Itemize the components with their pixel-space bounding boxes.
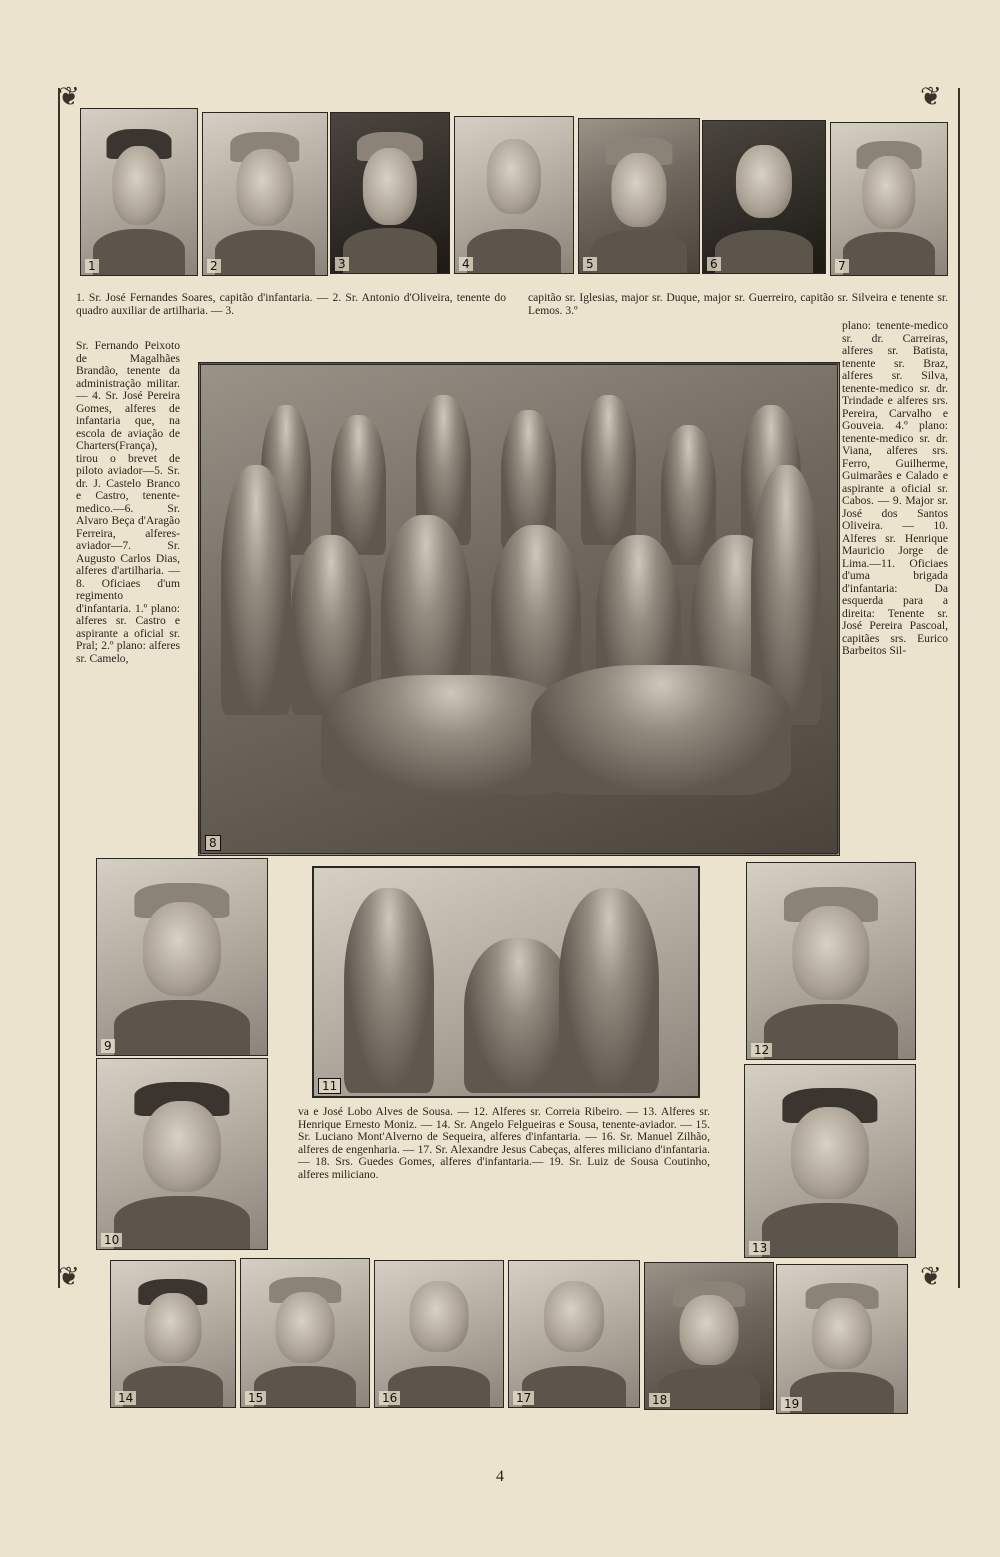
portrait-12 xyxy=(746,862,916,1060)
portrait-4 xyxy=(454,116,574,274)
corner-flourish-top-right: ❦ xyxy=(920,82,942,111)
portrait-number: 6 xyxy=(707,257,721,271)
group-photo-8 xyxy=(198,362,840,856)
portrait-19 xyxy=(776,1264,908,1414)
corner-flourish-top-left: ❦ xyxy=(58,82,80,111)
portrait-number: 7 xyxy=(835,259,849,273)
portrait-number: 4 xyxy=(459,257,473,271)
caption-bottom: va e José Lobo Alves de Sousa. — 12. Alferes sr. Correia Ribeiro. — 13. Alferes sr. Henrique Ernesto Moniz. — 14. Sr. Angelo Felgueiras e Sousa, tenente-aviador. — 15. Sr. Luciano Mont'Alverno de Sequeira, alferes d'infantaria. — 16. Sr. Manuel Zilhão, alferes de engenharia. — 17. Sr. Alexandre Jesus Cabeças, alferes miliciano d'infantaria. — 18. Srs. Guedes Gomes, alferes d'infantaria.— 19. Sr. Luiz de Sousa Coutinho, alferes miliciano. xyxy=(298,1105,710,1181)
portrait-17 xyxy=(508,1260,640,1408)
portrait-6 xyxy=(702,120,826,274)
portrait-number: 17 xyxy=(513,1391,534,1405)
page-number: 4 xyxy=(496,1468,504,1485)
caption-left-column: Sr. Fernando Peixoto de Magalhães Brandão, tenente da administração militar. — 4. Sr. José Pereira Gomes, alferes de infantaria que, na escola de aviação de Charters(França), tirou o brevet de piloto aviador—5. Sr. dr. J. Castelo Branco e Castro, tenente-medico.—6. Sr. Alvaro Beça d'Aragão Ferreira, alferes-aviador—7. Sr. Augusto Carlos Dias, alferes d'artilharia. — 8. Oficiaes d'um regimento d'infantaria. 1.º plano: alferes sr. Castro e aspirante a oficial sr. Pral; 2.º plano: alferes sr. Camelo, xyxy=(76,339,180,665)
photo-number: 8 xyxy=(205,835,221,851)
portrait-number: 14 xyxy=(115,1391,136,1405)
corner-flourish-bottom-left: ❦ xyxy=(58,1262,80,1291)
portrait-number: 18 xyxy=(649,1393,670,1407)
corner-flourish-bottom-right: ❦ xyxy=(920,1262,942,1291)
portrait-number: 15 xyxy=(245,1391,266,1405)
portrait-3 xyxy=(330,112,450,274)
caption-right-column: plano: tenente-medico sr. dr. Carreiras, alferes sr. Batista, tenente sr. Braz, alferes sr. Silva, tenente-medico sr. dr. Trindade e alferes srs. Pereira, Carvalho e Gouveia. 4.º plano: tenente-medico sr. dr. Viana, alferes srs. Ferro, Guilherme, Guimarães e Calado e aspirante a oficial sr. Cabos. — 9. Major sr. José dos Santos Oliveira. — 10. Alferes sr. Henrique Mauricio Jorge de Lima.—11. Oficiaes d'uma brigada d'infantaria: Da esquerda para a direita: Tenente sr. José Pereira Pascoal, capitães srs. Eurico Barbeitos Sil- xyxy=(842,319,948,657)
portrait-10 xyxy=(96,1058,268,1250)
portrait-number: 5 xyxy=(583,257,597,271)
portrait-number: 12 xyxy=(751,1043,772,1057)
portrait-number: 10 xyxy=(101,1233,122,1247)
caption-top-left: 1. Sr. José Fernandes Soares, capitão d'infantaria. — 2. Sr. Antonio d'Oliveira, tenente do quadro auxiliar de artilharia. — 3. xyxy=(76,291,506,317)
portrait-number: 3 xyxy=(335,257,349,271)
portrait-9 xyxy=(96,858,268,1056)
portrait-1 xyxy=(80,108,198,276)
portrait-5 xyxy=(578,118,700,274)
portrait-2 xyxy=(202,112,328,276)
portrait-14 xyxy=(110,1260,236,1408)
portrait-number: 9 xyxy=(101,1039,115,1053)
photo-number: 11 xyxy=(318,1078,341,1094)
portrait-7 xyxy=(830,122,948,276)
portrait-13 xyxy=(744,1064,916,1258)
portrait-number: 13 xyxy=(749,1241,770,1255)
portrait-number: 2 xyxy=(207,259,221,273)
portrait-15 xyxy=(240,1258,370,1408)
portrait-16 xyxy=(374,1260,504,1408)
portrait-number: 19 xyxy=(781,1397,802,1411)
portrait-number: 16 xyxy=(379,1391,400,1405)
caption-top-right: capitão sr. Iglesias, major sr. Duque, major sr. Guerreiro, capitão sr. Silveira e tenente sr. Lemos. 3.º xyxy=(528,291,948,317)
portrait-number: 1 xyxy=(85,259,99,273)
group-photo-11 xyxy=(312,866,700,1098)
portrait-18 xyxy=(644,1262,774,1410)
